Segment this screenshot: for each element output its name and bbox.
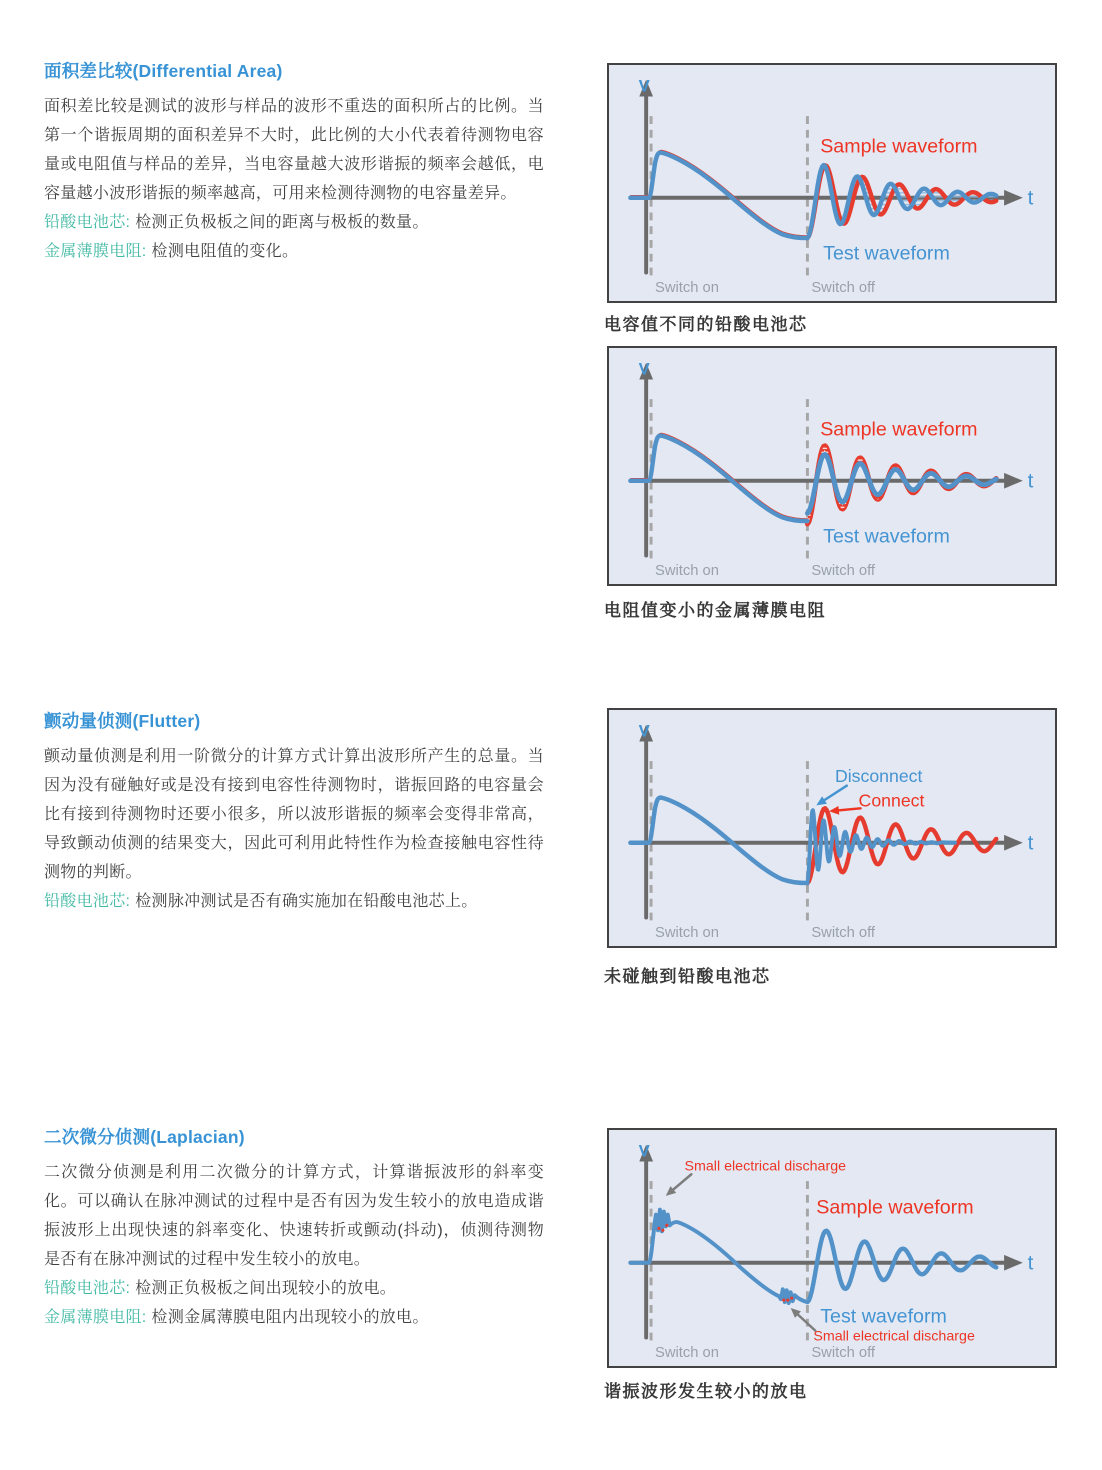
v-axis-label: V — [638, 76, 650, 96]
t-axis-arrowhead — [1004, 473, 1023, 489]
note-line — [44, 1274, 544, 1303]
switch-off-label: Switch off — [811, 563, 876, 580]
note-text: 检测金属薄膜电阻内出现较小的放电。 — [151, 1309, 429, 1326]
note-text: 检测电阻值的变化。 — [151, 243, 299, 260]
section-title: 颤动量侦测(Flutter) — [44, 711, 201, 731]
section-body: 颤动量侦测是利用一阶微分的计算方式计算出波形所产生的总量。当因为没有碰触好或是没有接到电容性待测物时，谐振回路的电容量会比有接到待测物时还要小很多，所以波形谐振的频率会变得非常高，导致颤动侦测的结果变大，因此可利用此特性作为检查接触电容性待测物的判断。 — [44, 748, 544, 881]
note-label: 金属薄膜电阻: — [44, 243, 147, 260]
switch-off-label: Switch off — [811, 925, 876, 942]
switch-off-label: Switch off — [811, 1345, 876, 1362]
discharge-dot — [661, 1229, 664, 1232]
note-label: 金属薄膜电阻: — [44, 1309, 147, 1326]
t-axis-label: t — [1027, 1251, 1034, 1275]
sample-waveform-label: Sample waveform — [816, 1196, 974, 1219]
disconnect-label: Disconnect — [834, 765, 923, 786]
note-text: 检测正负极板之间的距离与极板的数量。 — [135, 214, 429, 231]
switch-off-label: Switch off — [811, 280, 876, 297]
waveform-panel-flutter — [607, 708, 1057, 948]
disconnect-arrow — [822, 786, 847, 802]
t-axis-arrowhead — [1004, 1255, 1023, 1271]
test-waveform-label: Test waveform — [823, 242, 950, 265]
section-title: 面积差比较(Differential Area) — [44, 61, 283, 81]
switch-on-label: Switch on — [655, 280, 719, 297]
connect-arrow — [836, 808, 861, 810]
test-waveform-label: Test waveform — [823, 525, 950, 548]
discharge-label-top: Small electrical discharge — [684, 1158, 847, 1175]
discharge-dot — [657, 1227, 660, 1230]
section-differential-area — [44, 58, 544, 266]
sample-initial-curve — [631, 151, 808, 237]
connect-label: Connect — [858, 790, 925, 811]
diagram-caption: 电容值不同的铅酸电池芯 — [604, 315, 808, 334]
note-line — [44, 208, 544, 237]
note-line — [44, 1303, 544, 1332]
note-label: 铅酸电池芯: — [44, 893, 131, 910]
note-line — [44, 237, 544, 266]
waveform-diagram-svg — [609, 348, 1055, 584]
initial-pulse-curve — [630, 436, 807, 522]
waveform-diagram-svg — [609, 1130, 1055, 1366]
waveform-diagram-svg — [609, 710, 1055, 946]
waveform-panel-laplacian — [607, 1128, 1057, 1368]
discharge-dot — [665, 1224, 668, 1227]
initial-pulse-curve-with-glitch — [630, 1210, 807, 1303]
sample-waveform-label: Sample waveform — [820, 135, 978, 158]
v-axis-label: V — [638, 1141, 650, 1161]
section-body: 面积差比较是测试的波形与样品的波形不重迭的面积所占的比例。当第一个谐振周期的面积差异不大时，此比例的大小代表着待测物电容量或电阻值与样品的差异，当电容量越大波形谐振的频率会越低，电容量越小波形谐振的频率越高，可用来检测待测物的电容量差异。 — [44, 98, 544, 202]
discharge-arrow-top — [671, 1174, 691, 1191]
t-axis-label: t — [1027, 186, 1034, 210]
section-laplacian — [44, 1124, 544, 1332]
note-label: 铅酸电池芯: — [44, 1280, 131, 1297]
test-waveform-curve — [807, 454, 996, 513]
test-waveform-curve — [807, 1231, 996, 1302]
waveform-panel-differential-area — [607, 63, 1057, 303]
note-line — [44, 887, 544, 916]
connect-arrow-head — [829, 806, 839, 815]
discharge-dot — [782, 1299, 785, 1302]
switch-on-label: Switch on — [655, 1345, 719, 1362]
note-text: 检测脉冲测试是否有确实施加在铅酸电池芯上。 — [135, 893, 478, 910]
waveform-panel-resistance — [607, 346, 1057, 586]
discharge-dot — [786, 1299, 789, 1302]
section-title: 二次微分侦测(Laplacian) — [44, 1127, 245, 1147]
t-axis-arrowhead — [1004, 190, 1023, 206]
t-axis-label: t — [1027, 831, 1034, 855]
test-waveform-label: Test waveform — [820, 1305, 947, 1328]
diagram-caption: 未碰触到铅酸电池芯 — [604, 967, 771, 986]
discharge-dot — [790, 1297, 793, 1300]
note-text: 检测正负极板之间出现较小的放电。 — [135, 1280, 397, 1297]
v-axis-label: V — [638, 721, 650, 741]
section-body: 二次微分侦测是利用二次微分的计算方式，计算谐振波形的斜率变化。可以确认在脉冲测试的过程中是否有因为发生较小的放电造成谐振波形上出现快速的斜率变化、快速转折或颤动(抖动)，侦测待测物是否有在脉冲测试的过程中发生较小的放电。 — [44, 1164, 544, 1268]
discharge-arrow-bottom — [796, 1313, 816, 1331]
note-label: 铅酸电池芯: — [44, 214, 131, 231]
diagram-caption: 谐振波形发生较小的放电 — [604, 1382, 808, 1401]
diagram-caption: 电阻值变小的金属薄膜电阻 — [604, 601, 826, 620]
initial-pulse-curve — [630, 153, 807, 239]
switch-on-label: Switch on — [655, 925, 719, 942]
sample-waveform-label: Sample waveform — [820, 418, 978, 441]
sample-initial-curve — [631, 434, 808, 520]
initial-pulse-curve — [630, 798, 807, 884]
discharge-label-bottom: Small electrical discharge — [813, 1328, 975, 1345]
t-axis-arrowhead — [1004, 835, 1023, 851]
section-flutter — [44, 708, 544, 916]
t-axis-label: t — [1027, 469, 1034, 493]
waveform-diagram-svg — [609, 65, 1055, 301]
v-axis-label: V — [638, 359, 650, 379]
switch-on-label: Switch on — [655, 563, 719, 580]
